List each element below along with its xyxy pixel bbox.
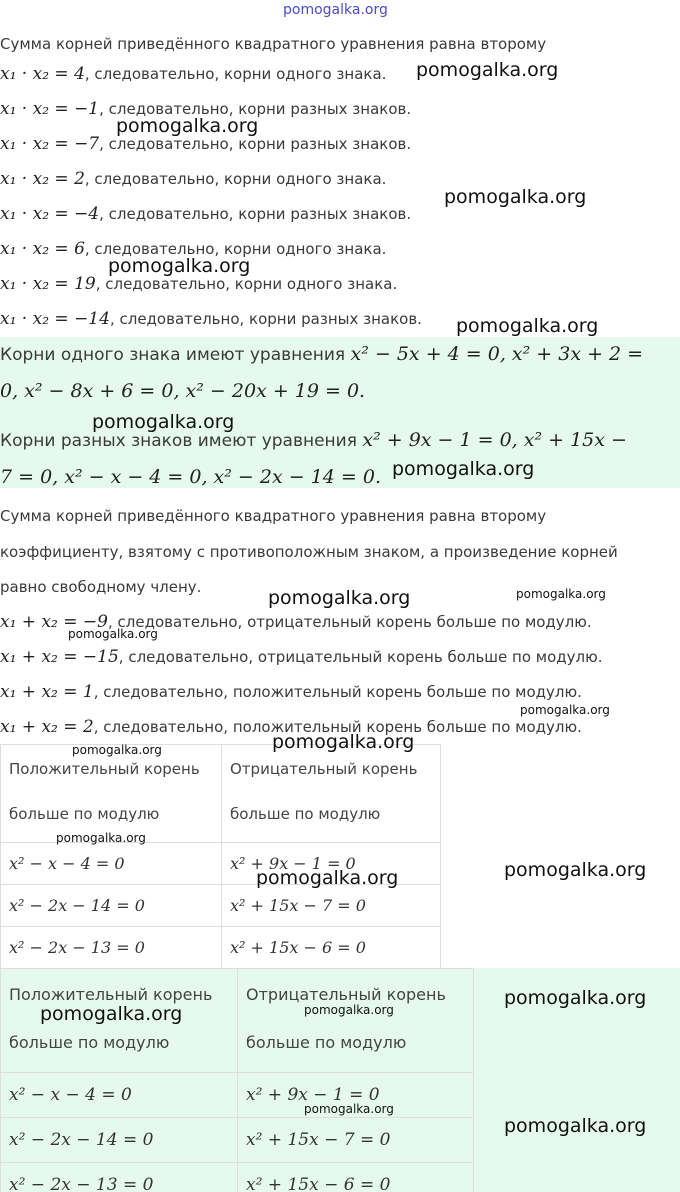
product-text: , следовательно, корни одного знака. (84, 170, 387, 188)
sum-text: , следовательно, отрицательный корень больше по модулю. (118, 648, 603, 666)
sum-expr: x₁ + x₂ = 2 (0, 717, 94, 737)
watermark: pomogalka.org (116, 115, 259, 137)
watermark-top: pomogalka.org (283, 2, 388, 18)
product-row-3 (0, 134, 411, 154)
table-row (1, 1118, 474, 1163)
header-text: больше по модулю (9, 805, 160, 823)
same-sign-line-1 (0, 344, 643, 365)
equation: x² − x − 4 = 0 (9, 854, 125, 873)
table-row (1, 1073, 474, 1118)
product-row-4 (0, 169, 386, 189)
section2-intro-2: коэффициенту, взятому с противоположным знаком, а произведение корней (0, 543, 618, 561)
section2-intro-1: Сумма корней приведённого квадратного уравнения равна второму (0, 507, 547, 525)
same-sign-prefix: Корни одного знака имеют уравнения (0, 345, 346, 365)
table-cell (1, 885, 222, 927)
diff-sign-line-2 (0, 467, 381, 488)
table-cell (238, 1163, 474, 1192)
table-cell (222, 927, 441, 969)
equation: x² − 2x − 14 = 0 (9, 1130, 154, 1150)
product-row-5 (0, 204, 411, 224)
header-text: больше по модулю (246, 1033, 407, 1052)
watermark: pomogalka.org (504, 1115, 647, 1137)
table-header-row (1, 745, 441, 843)
sum-text: , следовательно, положительный корень больше по модулю. (93, 718, 582, 736)
table-cell (1, 1118, 238, 1163)
product-expr: x₁ · x₂ = −1 (0, 99, 100, 119)
watermark: pomogalka.org (444, 186, 587, 208)
table-row (1, 885, 441, 927)
watermark: pomogalka.org (504, 987, 647, 1009)
same-sign-line-2 (0, 381, 365, 402)
watermark: pomogalka.org (72, 743, 162, 757)
table-header-positive (1, 745, 222, 843)
section2-intro-3: равно свободному члену. (0, 578, 202, 596)
watermark: pomogalka.org (108, 255, 251, 277)
watermark: pomogalka.org (304, 1003, 394, 1017)
product-expr: x₁ · x₂ = −14 (0, 309, 110, 329)
header-text: больше по модулю (230, 805, 381, 823)
table-cell (1, 1073, 238, 1118)
sum-text: , следовательно, положительный корень больше по модулю. (93, 683, 582, 701)
watermark: pomogalka.org (516, 587, 606, 601)
same-sign-eq-2: 0, x² − 8x + 6 = 0, x² − 20x + 19 = 0. (0, 380, 366, 402)
header-text: больше по модулю (9, 1033, 170, 1052)
equation: x² − 2x − 14 = 0 (9, 896, 145, 915)
product-expr: x₁ · x₂ = −4 (0, 204, 100, 224)
diff-sign-prefix: Корни разных знаков имеют уравнения (0, 431, 357, 451)
table-cell (222, 885, 441, 927)
header-text: Положительный корень (9, 985, 213, 1004)
equation: x² − x − 4 = 0 (9, 1085, 132, 1105)
watermark: pomogalka.org (456, 315, 599, 337)
equation: x² + 9x − 1 = 0 (230, 854, 356, 873)
product-expr: x₁ · x₂ = −7 (0, 134, 100, 154)
table-cell (238, 1118, 474, 1163)
watermark: pomogalka.org (304, 1102, 394, 1116)
equation: x² − 2x − 13 = 0 (9, 938, 145, 957)
watermark: pomogalka.org (92, 411, 235, 433)
equation: x² − 2x − 13 = 0 (9, 1175, 154, 1192)
diff-sign-eq-1: x² + 9x − 1 = 0, x² + 15x − (362, 429, 627, 451)
product-expr: x₁ · x₂ = 2 (0, 169, 85, 189)
equation: x² + 9x − 1 = 0 (246, 1085, 380, 1105)
product-text: , следовательно, корни одного знака. (84, 240, 387, 258)
sum-row-3 (0, 682, 582, 702)
watermark: pomogalka.org (40, 1003, 183, 1025)
product-expr: x₁ · x₂ = 6 (0, 239, 85, 259)
table-row (1, 1163, 474, 1192)
table-cell (1, 927, 222, 969)
table-cell (1, 1163, 238, 1192)
sum-expr: x₁ + x₂ = −9 (0, 612, 108, 632)
table-row (1, 927, 441, 969)
watermark: pomogalka.org (392, 458, 535, 480)
sum-expr: x₁ + x₂ = 1 (0, 682, 94, 702)
watermark: pomogalka.org (56, 831, 146, 845)
watermark: pomogalka.org (520, 703, 610, 717)
product-text: , следовательно, корни разных знаков. (99, 205, 412, 223)
table-cell (1, 843, 222, 885)
answer-table (0, 968, 474, 1192)
equation: x² + 15x − 7 = 0 (230, 896, 366, 915)
diff-sign-line-1 (0, 430, 627, 451)
section1-intro: Сумма корней приведённого квадратного уравнения равна второму (0, 35, 547, 53)
product-text: , следовательно, корни разных знаков. (99, 100, 412, 118)
product-text: , следовательно, корни одного знака. (95, 275, 398, 293)
sum-expr: x₁ + x₂ = −15 (0, 647, 119, 667)
equation: x² + 15x − 7 = 0 (246, 1130, 391, 1150)
sum-row-2 (0, 647, 603, 667)
diff-sign-eq-2: 7 = 0, x² − x − 4 = 0, x² − 2x − 14 = 0. (0, 466, 381, 488)
same-sign-eq-1: x² − 5x + 4 = 0, x² + 3x + 2 = (350, 343, 644, 365)
equation: x² + 15x − 6 = 0 (230, 938, 366, 957)
watermark: pomogalka.org (272, 731, 415, 753)
watermark: pomogalka.org (256, 867, 399, 889)
product-text: , следовательно, корни разных знаков. (99, 135, 412, 153)
watermark: pomogalka.org (416, 59, 559, 81)
product-row-1 (0, 64, 386, 84)
watermark: pomogalka.org (268, 587, 411, 609)
product-row-8 (0, 309, 422, 329)
sum-text: , следовательно, отрицательный корень больше по модулю. (107, 613, 592, 631)
table-header-negative (238, 969, 474, 1073)
table-header-negative (222, 745, 441, 843)
roots-table (0, 744, 441, 969)
equation: x² + 15x − 6 = 0 (246, 1175, 391, 1192)
product-text: , следовательно, корни одного знака. (84, 65, 387, 83)
product-expr: x₁ · x₂ = 4 (0, 64, 85, 84)
header-text: Отрицательный корень (230, 760, 418, 778)
header-text: Положительный корень (9, 760, 200, 778)
header-text: Отрицательный корень (246, 985, 446, 1004)
watermark: pomogalka.org (68, 627, 158, 641)
product-row-7 (0, 274, 397, 294)
watermark: pomogalka.org (504, 859, 647, 881)
product-expr: x₁ · x₂ = 19 (0, 274, 96, 294)
product-text: , следовательно, корни разных знаков. (109, 310, 422, 328)
